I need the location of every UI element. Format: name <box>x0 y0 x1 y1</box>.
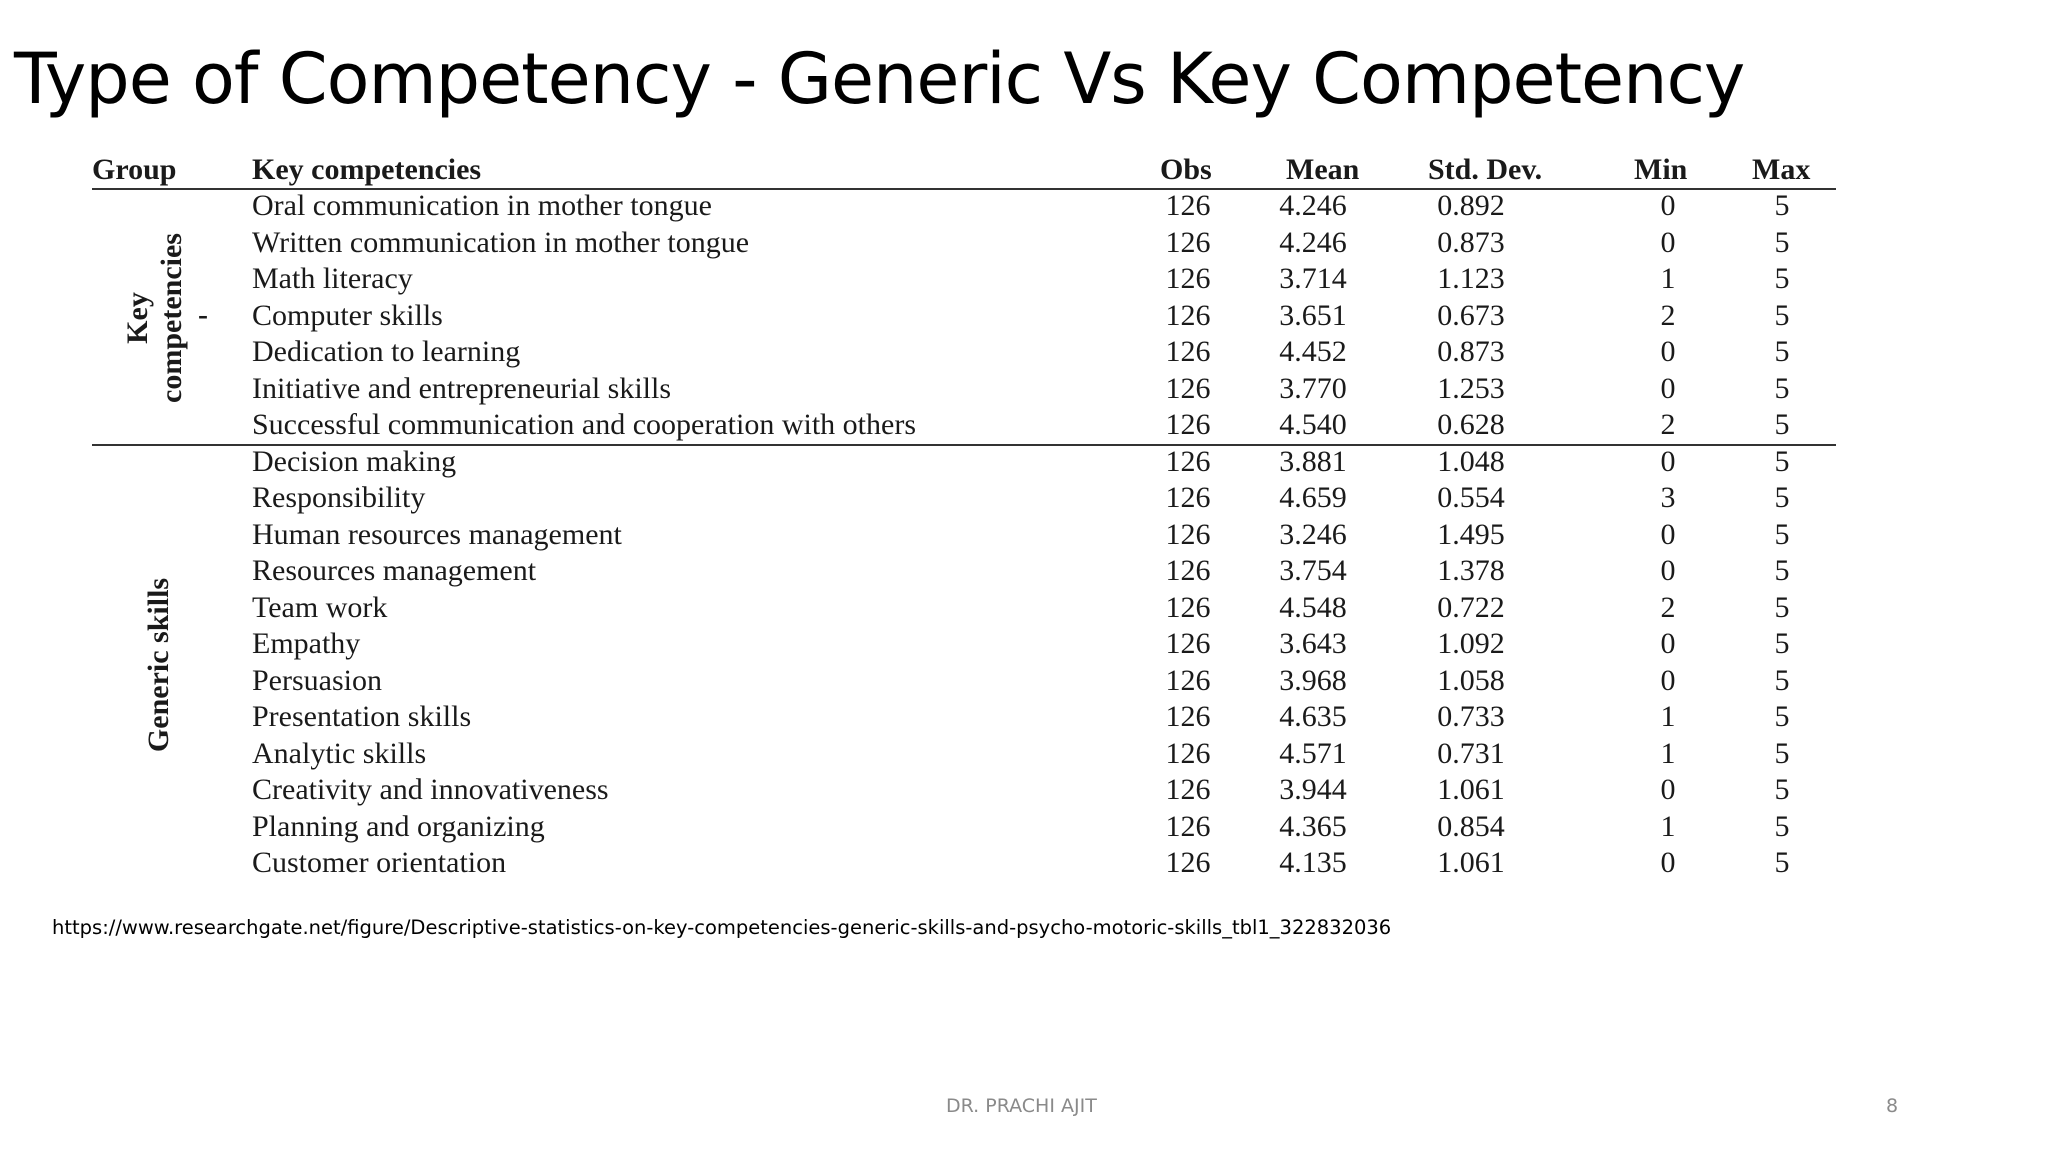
cell-max: 5 <box>1774 554 1790 587</box>
cell-obs: 126 <box>1165 809 1211 843</box>
cell-mean: 4.246 <box>1279 225 1347 259</box>
cell-max: 5 <box>1774 262 1790 295</box>
group-label-line: competencies <box>155 232 188 403</box>
cell-std-dev: 0.873 <box>1437 335 1505 368</box>
cell-std-dev: 1.058 <box>1437 663 1505 697</box>
cell-min: 1 <box>1660 736 1676 770</box>
cell-min: 1 <box>1660 809 1676 843</box>
cell-obs: 126 <box>1165 481 1211 514</box>
header-std-dev: Std. Dev. <box>1428 153 1543 186</box>
cell-std-dev: 0.873 <box>1437 225 1505 259</box>
cell-mean: 3.714 <box>1279 262 1347 295</box>
cell-mean: 4.365 <box>1279 809 1347 843</box>
cell-min: 2 <box>1660 408 1676 441</box>
cell-max: 5 <box>1774 481 1790 514</box>
cell-min: 0 <box>1660 225 1676 259</box>
cell-competency: Dedication to learning <box>252 335 521 368</box>
cell-std-dev: 1.092 <box>1437 627 1505 660</box>
cell-mean: 4.635 <box>1279 700 1347 733</box>
dash-marker: - <box>198 297 208 331</box>
header-obs: Obs <box>1160 153 1212 186</box>
cell-mean: 4.135 <box>1279 846 1347 879</box>
cell-min: 0 <box>1660 773 1676 806</box>
cell-mean: 3.754 <box>1279 554 1347 587</box>
cell-max: 5 <box>1774 809 1790 843</box>
cell-std-dev: 1.061 <box>1437 773 1505 806</box>
cell-mean: 3.246 <box>1279 517 1347 551</box>
cell-mean: 3.881 <box>1279 444 1347 478</box>
cell-mean: 3.968 <box>1279 663 1347 697</box>
competency-statistics-table <box>88 152 1848 882</box>
cell-min: 1 <box>1660 700 1676 733</box>
cell-mean: 3.944 <box>1279 773 1347 806</box>
cell-max: 5 <box>1774 627 1790 660</box>
cell-min: 0 <box>1660 517 1676 551</box>
cell-mean: 4.540 <box>1279 408 1347 441</box>
cell-max: 5 <box>1774 663 1790 697</box>
cell-competency: Analytic skills <box>252 736 427 770</box>
cell-min: 0 <box>1660 444 1676 478</box>
cell-std-dev: 0.892 <box>1437 189 1505 222</box>
cell-obs: 126 <box>1165 262 1211 295</box>
cell-competency: Customer orientation <box>252 846 507 879</box>
cell-mean: 3.643 <box>1279 627 1347 660</box>
cell-max: 5 <box>1774 225 1790 259</box>
cell-obs: 126 <box>1165 517 1211 551</box>
cell-competency: Oral communication in mother tongue <box>252 189 712 222</box>
cell-competency: Successful communication and cooperation with others <box>252 408 916 441</box>
cell-competency: Computer skills <box>252 298 443 332</box>
cell-obs: 126 <box>1165 700 1211 733</box>
cell-obs: 126 <box>1165 627 1211 660</box>
cell-obs: 126 <box>1165 663 1211 697</box>
cell-min: 0 <box>1660 554 1676 587</box>
cell-max: 5 <box>1774 773 1790 806</box>
slide-title: Type of Competency - Generic Vs Key Competency <box>14 38 1745 120</box>
cell-competency: Human resources management <box>252 517 622 551</box>
cell-max: 5 <box>1774 590 1790 624</box>
header-group: Group <box>92 153 177 186</box>
header-competency: Key competencies <box>252 153 482 186</box>
cell-competency: Planning and organizing <box>252 809 545 843</box>
cell-obs: 126 <box>1165 773 1211 806</box>
cell-obs: 126 <box>1165 298 1211 332</box>
cell-min: 2 <box>1660 298 1676 332</box>
cell-competency: Creativity and innovativeness <box>252 773 609 806</box>
cell-std-dev: 1.061 <box>1437 846 1505 879</box>
cell-mean: 4.452 <box>1279 335 1347 368</box>
cell-competency: Initiative and entrepreneurial skills <box>252 371 672 405</box>
cell-obs: 126 <box>1165 846 1211 879</box>
cell-std-dev: 1.495 <box>1437 517 1505 551</box>
cell-obs: 126 <box>1165 736 1211 770</box>
cell-min: 0 <box>1660 371 1676 405</box>
cell-obs: 126 <box>1165 225 1211 259</box>
cell-max: 5 <box>1774 736 1790 770</box>
cell-max: 5 <box>1774 517 1790 551</box>
cell-min: 0 <box>1660 189 1676 222</box>
cell-max: 5 <box>1774 371 1790 405</box>
source-link[interactable]: https://www.researchgate.net/figure/Descriptive-statistics-on-key-competencies-generic-skills-and-psycho-motoric-skills_tbl1_322832036 <box>52 916 1392 939</box>
cell-min: 0 <box>1660 663 1676 697</box>
cell-std-dev: 1.123 <box>1437 262 1505 295</box>
cell-max: 5 <box>1774 846 1790 879</box>
cell-obs: 126 <box>1165 189 1211 222</box>
cell-min: 0 <box>1660 627 1676 660</box>
header-mean: Mean <box>1286 153 1360 186</box>
cell-competency: Responsibility <box>252 481 426 514</box>
cell-mean: 4.548 <box>1279 590 1347 624</box>
cell-min: 2 <box>1660 590 1676 624</box>
cell-min: 1 <box>1660 262 1676 295</box>
cell-std-dev: 0.733 <box>1437 700 1505 733</box>
cell-competency: Persuasion <box>252 663 382 697</box>
cell-std-dev: 0.628 <box>1437 408 1505 441</box>
cell-competency: Math literacy <box>252 262 413 295</box>
group-label <box>142 565 178 765</box>
cell-mean: 4.246 <box>1279 189 1347 222</box>
cell-obs: 126 <box>1165 408 1211 441</box>
page-number: 8 <box>1886 1095 1899 1117</box>
cell-std-dev: 1.253 <box>1437 371 1505 405</box>
group-label <box>121 218 191 418</box>
cell-competency: Empathy <box>252 627 361 660</box>
cell-obs: 126 <box>1165 590 1211 624</box>
cell-mean: 3.770 <box>1279 371 1347 405</box>
cell-std-dev: 0.554 <box>1437 481 1505 514</box>
cell-obs: 126 <box>1165 371 1211 405</box>
cell-obs: 126 <box>1165 444 1211 478</box>
cell-std-dev: 1.378 <box>1437 554 1505 587</box>
cell-competency: Written communication in mother tongue <box>252 225 750 259</box>
cell-std-dev: 0.673 <box>1437 298 1505 332</box>
header-min: Min <box>1634 153 1688 186</box>
cell-max: 5 <box>1774 700 1790 733</box>
cell-min: 0 <box>1660 335 1676 368</box>
header-max: Max <box>1752 153 1811 186</box>
cell-min: 3 <box>1660 481 1676 514</box>
cell-std-dev: 1.048 <box>1437 444 1505 478</box>
cell-std-dev: 0.854 <box>1437 809 1505 843</box>
cell-competency: Resources management <box>252 554 537 587</box>
cell-std-dev: 0.731 <box>1437 736 1505 770</box>
group-label-line: Key <box>121 291 154 344</box>
cell-competency: Team work <box>252 590 388 624</box>
cell-max: 5 <box>1774 335 1790 368</box>
cell-competency: Presentation skills <box>252 700 472 733</box>
cell-mean: 4.571 <box>1279 736 1347 770</box>
cell-min: 0 <box>1660 846 1676 879</box>
cell-obs: 126 <box>1165 554 1211 587</box>
cell-competency: Decision making <box>252 444 457 478</box>
cell-std-dev: 0.722 <box>1437 590 1505 624</box>
cell-max: 5 <box>1774 408 1790 441</box>
cell-max: 5 <box>1774 444 1790 478</box>
cell-max: 5 <box>1774 298 1790 332</box>
cell-mean: 4.659 <box>1279 481 1347 514</box>
footer-author: DR. PRACHI AJIT <box>946 1095 1097 1117</box>
group-label-line: Generic skills <box>142 577 175 752</box>
cell-obs: 126 <box>1165 335 1211 368</box>
cell-mean: 3.651 <box>1279 298 1347 332</box>
cell-max: 5 <box>1774 189 1790 222</box>
